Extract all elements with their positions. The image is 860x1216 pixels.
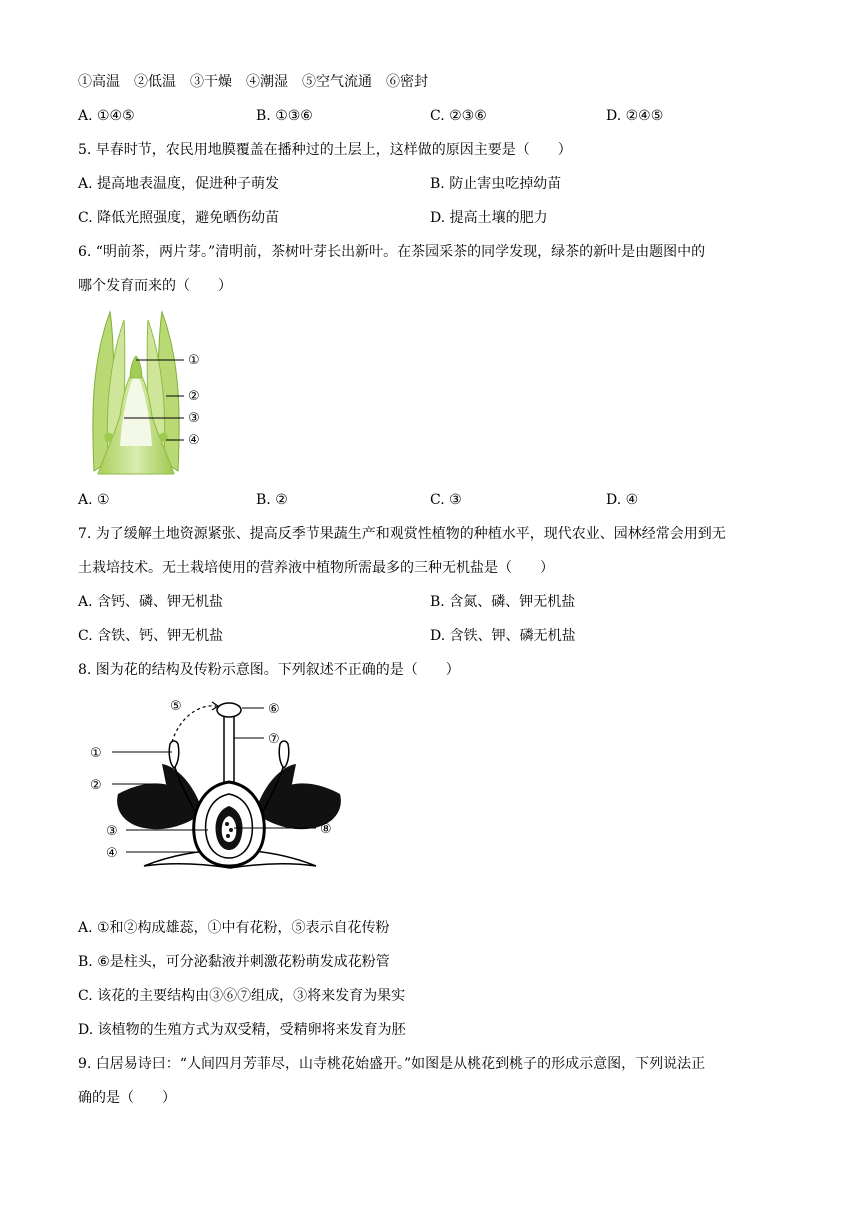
flower-label-5: ⑤ <box>170 699 182 714</box>
bud-label-3: ③ <box>188 411 200 426</box>
q8-option-b: B. ⑥是柱头，可分泌黏液并刺激花粉萌发成花粉管 <box>78 954 390 970</box>
flower-label-1: ① <box>90 746 102 761</box>
q6-stem-line1: 6. “明前茶，两片芽。”清明前，茶树叶芽长出新叶。在茶园采茶的同学发现，绿茶的新叶是由题图中的 <box>78 244 706 260</box>
flower-label-4: ④ <box>106 846 118 861</box>
flower-label-3: ③ <box>106 824 118 839</box>
q7-option-d: D. 含铁、钾、磷无机盐 <box>430 628 576 644</box>
q8-option-c: C. 该花的主要结构由③⑥⑦组成，③将来发育为果实 <box>78 988 406 1004</box>
flower-label-8: ⑧ <box>320 822 332 837</box>
flower-label-7: ⑦ <box>268 732 280 747</box>
q7-stem-line1: 7. 为了缓解土地资源紧张、提高反季节果蔬生产和观赏性植物的种植水平，现代农业、园林经常会用到无 <box>78 526 726 542</box>
q6-stem-line2: 哪个发育而来的（ ） <box>78 278 232 294</box>
q6-option-c: C. ③ <box>430 492 462 508</box>
q4-option-a: A. ①④⑤ <box>78 108 135 124</box>
q8-option-d: D. 该植物的生殖方式为双受精，受精卵将来发育为胚 <box>78 1022 406 1038</box>
q6-option-a: A. ① <box>78 492 110 508</box>
q7-stem-line2: 土栽培技术。无土栽培使用的营养液中植物所需最多的三种无机盐是（ ） <box>78 560 554 576</box>
q4-option-d: D. ②④⑤ <box>606 108 664 124</box>
q9-stem-line1: 9. 白居易诗曰：“人间四月芳菲尽，山寺桃花始盛开。”如图是从桃花到桃子的形成示意图，下列说法正 <box>78 1056 706 1072</box>
bud-label-2: ② <box>188 389 200 404</box>
q4-option-c: C. ②③⑥ <box>430 108 487 124</box>
q7-option-a: A. 含钙、磷、钾无机盐 <box>78 594 224 610</box>
leaf-bud-figure <box>84 306 220 476</box>
flower-label-6: ⑥ <box>268 702 280 717</box>
q6-option-d: D. ④ <box>606 492 639 508</box>
q5-option-b: B. 防止害虫吃掉幼苗 <box>430 176 562 192</box>
flower-structure-figure <box>84 694 354 904</box>
q5-option-c: C. 降低光照强度，避免晒伤幼苗 <box>78 210 280 226</box>
bud-label-1: ① <box>188 353 200 368</box>
q5-stem: 5. 早春时节，农民用地膜覆盖在播种过的土层上，这样做的原因主要是（ ） <box>78 142 572 158</box>
flower-label-2: ② <box>90 778 102 793</box>
q8-stem: 8. 图为花的结构及传粉示意图。下列叙述不正确的是（ ） <box>78 662 460 678</box>
q9-stem-line2: 确的是（ ） <box>78 1090 176 1106</box>
q5-option-a: A. 提高地表温度，促进种子萌发 <box>78 176 280 192</box>
q4-option-b: B. ①③⑥ <box>256 108 313 124</box>
q7-option-c: C. 含铁、钙、钾无机盐 <box>78 628 224 644</box>
q7-option-b: B. 含氮、磷、钾无机盐 <box>430 594 576 610</box>
q6-option-b: B. ② <box>256 492 288 508</box>
q4-conditions: ①高温 ②低温 ③干燥 ④潮湿 ⑤空气流通 ⑥密封 <box>78 74 428 90</box>
bud-label-4: ④ <box>188 433 200 448</box>
q5-option-d: D. 提高土壤的肥力 <box>430 210 548 226</box>
q8-option-a: A. ①和②构成雄蕊，①中有花粉，⑤表示自花传粉 <box>78 920 390 936</box>
